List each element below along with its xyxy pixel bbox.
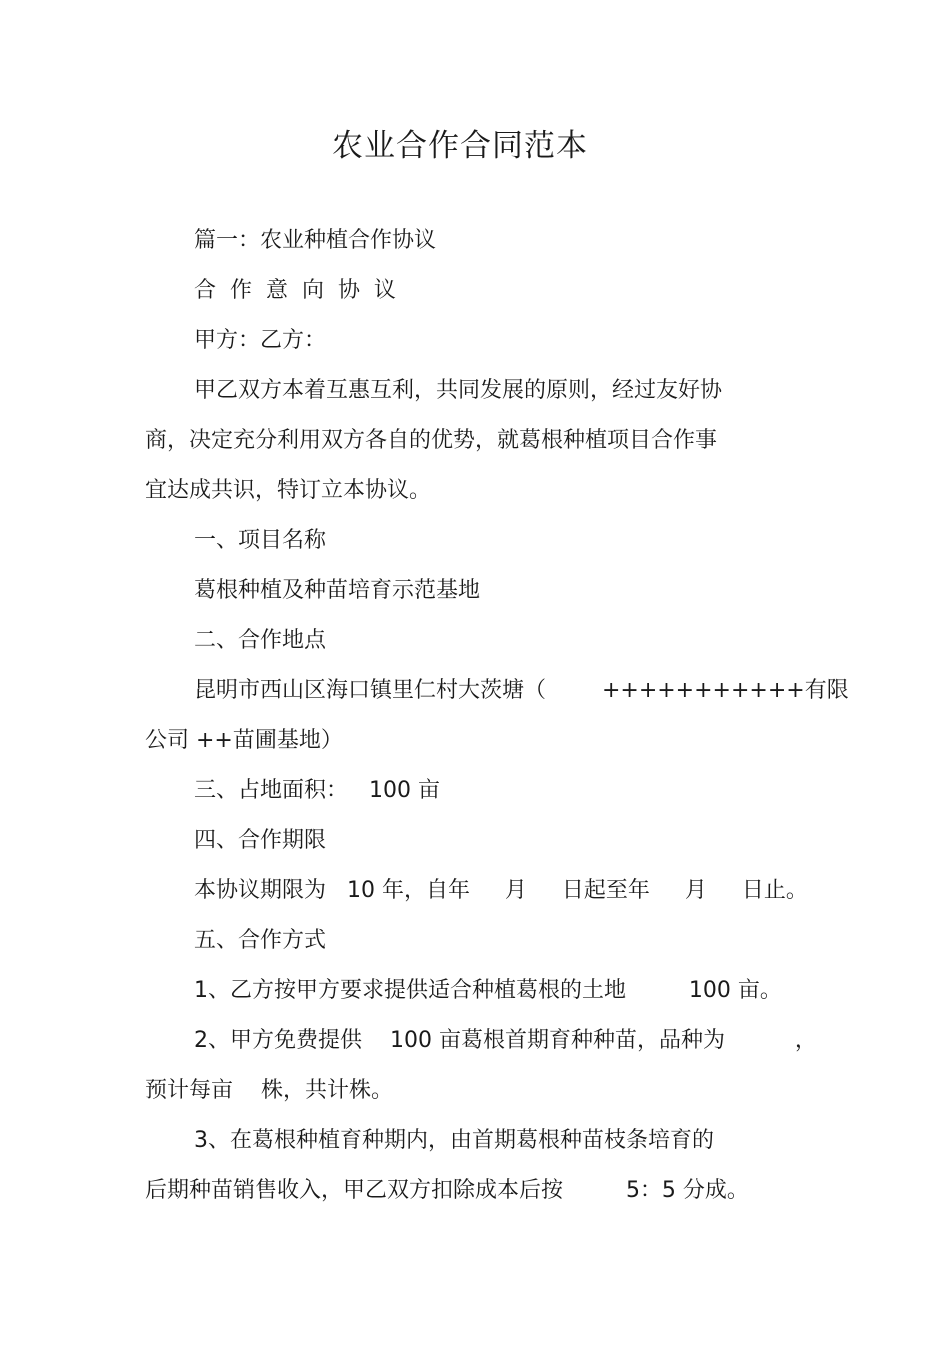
clause-1: 1、乙方按甲方要求提供适合种植葛根的土地 100 亩。 bbox=[194, 978, 782, 1003]
parties-line: 甲方：乙方： bbox=[194, 328, 327, 353]
chapter-heading: 篇一：农业种植合作协议 bbox=[194, 228, 437, 253]
preamble-line-2: 商，决定充分利用双方各自的优势，就葛根种植项目合作事 bbox=[145, 428, 718, 453]
document-title: 农业合作合同范本 bbox=[332, 128, 588, 164]
preamble-line-3: 宜达成共识，特订立本协议。 bbox=[145, 478, 432, 503]
section-heading-4: 四、合作期限 bbox=[194, 828, 327, 853]
section-heading-1: 一、项目名称 bbox=[194, 528, 327, 553]
clause-3-line-2: 后期种苗销售收入，甲乙双方扣除成本后按 5：5 分成。 bbox=[145, 1178, 749, 1203]
agreement-heading: 合 作 意 向 协 议 bbox=[194, 278, 396, 303]
term-line: 本协议期限为 10 年，自年 月 日起至年 月 日止。 bbox=[194, 878, 808, 903]
section-heading-5: 五、合作方式 bbox=[194, 928, 327, 953]
section-heading-3: 三、占地面积： 100 亩 bbox=[194, 778, 440, 803]
location-line-1: 昆明市西山区海口镇里仁村大茨塘（ +++++++++++有限 bbox=[194, 678, 849, 703]
preamble-line-1: 甲乙双方本着互惠互利，共同发展的原则，经过友好协 bbox=[194, 378, 723, 403]
project-name: 葛根种植及种苗培育示范基地 bbox=[194, 578, 481, 603]
clause-3-line-1: 3、在葛根种植育种期内，由首期葛根种苗枝条培育的 bbox=[194, 1128, 714, 1153]
clause-2-line-1: 2、甲方免费提供 100 亩葛根首期育种种苗，品种为 ， bbox=[194, 1028, 817, 1053]
clause-2-line-2: 预计每亩 株，共计株。 bbox=[145, 1078, 393, 1103]
section-heading-2: 二、合作地点 bbox=[194, 628, 327, 653]
location-line-2: 公司 ++苗圃基地） bbox=[145, 728, 343, 753]
